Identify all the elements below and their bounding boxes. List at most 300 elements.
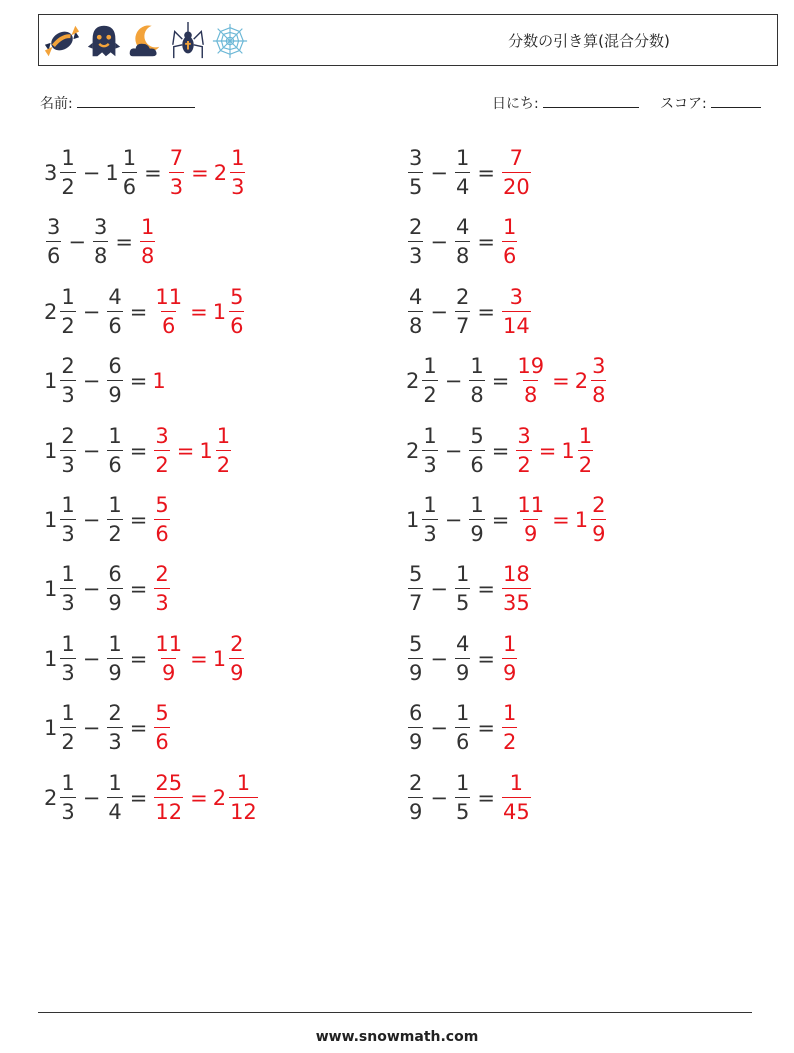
fraction	[60, 564, 75, 614]
denominator: 9	[455, 658, 470, 684]
numerator: 2	[61, 423, 75, 448]
denominator: 45	[502, 797, 531, 823]
answer	[167, 148, 248, 198]
numerator: 2	[230, 631, 244, 656]
denominator: 8	[455, 241, 470, 267]
numerator: 11	[155, 631, 183, 656]
numerator: 2	[455, 284, 470, 309]
denominator: 2	[578, 450, 593, 476]
denominator: 3	[107, 727, 122, 753]
numerator: 1	[61, 770, 75, 795]
whole-number: 3	[44, 161, 58, 185]
fraction	[455, 703, 470, 753]
fraction	[455, 770, 470, 824]
whole-number: 2	[44, 299, 58, 324]
numerator: 6	[108, 354, 122, 379]
equals-sign: =	[491, 438, 510, 463]
problem-item	[406, 629, 519, 689]
numerator: 5	[470, 423, 484, 448]
fraction	[154, 284, 183, 338]
whole-number: 1	[44, 577, 58, 602]
numerator: 5	[155, 493, 169, 517]
problem-item	[406, 698, 519, 758]
problem-item	[44, 559, 172, 619]
denominator: 6	[455, 727, 470, 753]
fraction	[140, 217, 155, 267]
whole-number: 1	[44, 646, 58, 671]
denominator: 6	[107, 311, 122, 337]
fraction	[578, 423, 593, 477]
numerator: 1	[108, 423, 122, 448]
numerator: 1	[470, 493, 484, 517]
fraction	[154, 703, 169, 753]
equals-sign: =	[129, 299, 148, 324]
denominator: 4	[455, 172, 470, 198]
problem-item	[406, 490, 608, 550]
denominator: 2	[60, 727, 75, 753]
equals-sign: =	[491, 369, 510, 394]
fraction	[502, 703, 517, 753]
denominator: 5	[455, 588, 470, 614]
numerator: 11	[155, 284, 183, 309]
name-blank[interactable]	[77, 93, 195, 108]
name-field	[40, 93, 195, 113]
numerator: 1	[455, 562, 470, 587]
fraction	[154, 770, 183, 824]
denominator: 6	[46, 241, 61, 267]
fraction	[408, 217, 423, 267]
denominator: 9	[408, 797, 423, 823]
equals-sign: =	[538, 438, 557, 463]
minus-sign: −	[444, 438, 463, 463]
minus-sign: −	[82, 508, 101, 532]
numerator: 1	[236, 770, 251, 795]
minus-sign: −	[430, 716, 448, 741]
minus-sign: −	[82, 646, 101, 671]
denominator: 9	[591, 519, 606, 545]
equals-sign: =	[477, 230, 495, 255]
fraction	[455, 217, 470, 267]
equals-sign: =	[190, 646, 208, 671]
fraction	[502, 148, 531, 198]
fraction	[60, 356, 75, 406]
whole-number: 2	[406, 369, 420, 394]
fraction	[46, 217, 61, 267]
numerator: 1	[423, 354, 437, 379]
answer	[500, 631, 519, 685]
denominator: 12	[229, 797, 258, 823]
fraction	[60, 703, 75, 753]
fraction	[60, 148, 75, 198]
numerator: 4	[455, 631, 470, 656]
fraction	[455, 631, 470, 685]
whole-number: 1	[44, 508, 58, 532]
equals-sign: =	[477, 646, 495, 671]
equals-sign: =	[477, 299, 495, 324]
equals-sign: =	[129, 577, 148, 602]
numerator: 3	[592, 354, 606, 379]
candy-icon	[43, 22, 81, 60]
numerator: 1	[61, 493, 75, 517]
whole-number: 2	[213, 161, 228, 185]
minus-sign: −	[430, 230, 448, 255]
denominator: 9	[107, 380, 122, 406]
whole-number: 1	[212, 299, 227, 324]
moon-cloud-icon	[127, 22, 165, 60]
equals-sign: =	[129, 438, 148, 463]
numerator: 6	[409, 701, 423, 726]
equals-sign: =	[477, 577, 495, 602]
denominator: 9	[469, 519, 484, 545]
denominator: 8	[523, 380, 538, 406]
denominator: 8	[140, 241, 155, 267]
equals-sign: =	[491, 508, 510, 532]
problem-item	[44, 282, 246, 342]
numerator: 1	[502, 215, 517, 240]
numerator: 1	[578, 423, 593, 448]
whole-number: 1	[574, 508, 589, 532]
fraction	[107, 284, 122, 338]
denominator: 8	[469, 380, 484, 406]
fraction	[455, 564, 470, 614]
denominator: 3	[60, 450, 75, 476]
denominator: 9	[502, 658, 517, 684]
fraction	[154, 631, 183, 685]
equals-sign: =	[552, 369, 570, 394]
fraction	[169, 148, 184, 198]
denominator: 5	[455, 797, 470, 823]
numerator: 5	[155, 701, 169, 726]
denominator: 6	[122, 172, 137, 198]
fraction	[502, 770, 531, 824]
denominator: 12	[154, 797, 183, 823]
fraction	[229, 284, 244, 338]
numerator: 1	[455, 701, 470, 726]
equals-sign: =	[129, 716, 148, 741]
minus-sign: −	[82, 299, 101, 324]
denominator: 2	[502, 727, 517, 753]
denominator: 3	[154, 588, 169, 614]
footer-site: www.snowmath.com	[315, 1029, 479, 1045]
whole-number: 2	[212, 785, 227, 810]
answer	[152, 703, 171, 753]
problem-item	[406, 212, 519, 272]
denominator: 3	[422, 450, 437, 476]
ghost-icon	[85, 22, 123, 60]
equals-sign: =	[190, 299, 208, 324]
minus-sign: −	[430, 161, 448, 185]
fraction	[60, 770, 75, 824]
numerator: 1	[216, 423, 231, 448]
numerator: 1	[108, 631, 122, 656]
equals-sign: =	[129, 785, 148, 810]
answer	[152, 631, 246, 685]
fraction	[122, 148, 137, 198]
answer	[500, 703, 519, 753]
denominator: 2	[60, 172, 75, 198]
numerator: 3	[509, 284, 524, 309]
numerator: 1	[470, 354, 484, 379]
minus-sign: −	[430, 646, 448, 671]
whole-number: 1	[199, 438, 213, 463]
numerator: 4	[409, 284, 423, 309]
problem-item	[406, 421, 595, 481]
problem-item	[44, 421, 233, 481]
whole-number: 1	[561, 438, 575, 463]
minus-sign: −	[82, 785, 101, 810]
numerator: 3	[409, 146, 423, 170]
fraction	[516, 356, 545, 406]
footer-divider	[38, 1012, 752, 1013]
numerator: 1	[108, 770, 122, 795]
fraction	[107, 631, 122, 685]
denominator: 6	[107, 450, 122, 476]
fraction	[107, 423, 122, 477]
fraction	[107, 495, 122, 545]
answer	[138, 217, 157, 267]
spider-icon	[169, 22, 207, 60]
fraction	[469, 356, 484, 406]
numerator: 25	[155, 770, 183, 795]
icon-strip	[43, 22, 249, 60]
numerator: 6	[108, 562, 122, 587]
numerator: 1	[61, 146, 75, 170]
numerator: 1	[455, 146, 470, 170]
score-label: スコア:	[660, 96, 707, 112]
numerator: 1	[502, 701, 517, 726]
answer	[152, 770, 259, 824]
answer	[500, 148, 533, 198]
fraction	[60, 423, 75, 477]
date-field	[492, 93, 639, 113]
answer	[514, 356, 608, 406]
fraction	[591, 495, 606, 545]
equals-sign: =	[129, 646, 148, 671]
minus-sign: −	[82, 716, 101, 741]
fraction	[154, 495, 169, 545]
numerator: 1	[509, 770, 524, 795]
numerator: 11	[517, 493, 545, 517]
denominator: 9	[408, 658, 423, 684]
minus-sign: −	[430, 577, 448, 602]
fraction	[107, 703, 122, 753]
fraction	[60, 284, 75, 338]
numerator: 7	[169, 146, 184, 170]
denominator: 6	[161, 311, 176, 337]
numerator: 4	[108, 284, 122, 309]
minus-sign: −	[430, 299, 448, 324]
minus-sign: −	[444, 508, 463, 532]
whole-number: 1	[44, 369, 58, 394]
numerator: 7	[509, 146, 524, 170]
denominator: 8	[591, 380, 606, 406]
denominator: 3	[60, 588, 75, 614]
denominator: 20	[502, 172, 531, 198]
fraction	[422, 423, 437, 477]
equals-sign: =	[129, 369, 148, 394]
header-box	[38, 14, 778, 66]
fraction	[230, 148, 245, 198]
minus-sign: −	[444, 369, 463, 394]
denominator: 9	[523, 519, 538, 545]
numerator: 1	[231, 146, 245, 170]
denominator: 2	[216, 450, 231, 476]
fraction	[408, 284, 423, 338]
denominator: 6	[154, 727, 169, 753]
denominator: 9	[408, 727, 423, 753]
denominator: 3	[60, 658, 75, 684]
denominator: 3	[422, 519, 437, 545]
denominator: 5	[408, 172, 423, 198]
denominator: 9	[107, 588, 122, 614]
problem-item	[44, 629, 246, 689]
fraction	[502, 631, 517, 685]
numerator: 2	[409, 215, 423, 240]
problem-item	[44, 490, 172, 550]
equals-sign: =	[477, 716, 495, 741]
denominator: 6	[502, 241, 517, 267]
numerator: 2	[409, 770, 423, 795]
fraction	[229, 770, 258, 824]
date-label: 日にち:	[492, 96, 539, 112]
numerator: 5	[409, 562, 423, 587]
fraction	[516, 495, 545, 545]
fraction	[502, 217, 517, 267]
minus-sign: −	[82, 369, 101, 394]
numerator: 1	[455, 770, 470, 795]
fraction	[422, 495, 437, 545]
numerator: 1	[423, 493, 437, 517]
denominator: 3	[60, 380, 75, 406]
denominator: 6	[469, 450, 484, 476]
numerator: 3	[47, 215, 61, 240]
denominator: 2	[107, 519, 122, 545]
equals-sign: =	[477, 785, 495, 810]
fraction	[469, 495, 484, 545]
answer	[152, 495, 171, 545]
fraction	[422, 356, 437, 406]
fraction	[408, 564, 423, 614]
answer	[514, 495, 608, 545]
numerator: 2	[155, 562, 169, 587]
numerator: 3	[517, 423, 531, 448]
fraction	[154, 423, 169, 477]
denominator: 2	[60, 311, 75, 337]
fraction	[408, 770, 423, 824]
fraction	[229, 631, 244, 685]
denominator: 3	[230, 172, 245, 198]
denominator: 2	[516, 450, 531, 476]
fraction	[107, 770, 122, 824]
score-blank[interactable]	[711, 93, 761, 108]
numerator: 2	[61, 354, 75, 379]
fraction	[502, 284, 531, 338]
problem-item	[44, 212, 157, 272]
score-field	[660, 93, 761, 113]
minus-sign: −	[82, 438, 101, 463]
problem-item	[44, 768, 260, 828]
whole-number: 2	[44, 785, 58, 810]
whole-number: 2	[574, 369, 589, 394]
problem-item	[406, 143, 533, 203]
denominator: 7	[455, 311, 470, 337]
denominator: 9	[229, 658, 244, 684]
minus-sign: −	[82, 577, 101, 602]
fraction	[455, 148, 470, 198]
fraction	[408, 148, 423, 198]
denominator: 3	[169, 172, 184, 198]
answer	[152, 369, 166, 393]
fraction	[154, 564, 169, 614]
problem-item	[44, 143, 247, 203]
numerator: 1	[61, 631, 75, 656]
denominator: 2	[422, 380, 437, 406]
numerator: 1	[61, 562, 75, 587]
numerator: 19	[517, 354, 545, 379]
denominator: 9	[107, 658, 122, 684]
whole-number: 1	[406, 508, 420, 532]
denominator: 3	[408, 241, 423, 267]
denominator: 9	[161, 658, 176, 684]
numerator: 1	[108, 493, 122, 517]
denominator: 4	[107, 797, 122, 823]
minus-sign: −	[82, 161, 101, 185]
numerator: 1	[61, 284, 75, 309]
numerator: 4	[455, 215, 470, 240]
numerator: 1	[61, 701, 75, 726]
whole-number: 1	[44, 716, 58, 741]
equals-sign: =	[176, 438, 195, 463]
denominator: 3	[60, 519, 75, 545]
equals-sign: =	[191, 161, 209, 185]
numerator: 2	[108, 701, 122, 726]
denominator: 6	[154, 519, 169, 545]
answer	[500, 770, 533, 824]
equals-sign: =	[477, 161, 495, 185]
date-blank[interactable]	[543, 93, 639, 108]
spiderweb-icon	[211, 22, 249, 60]
numerator: 5	[230, 284, 244, 309]
fraction	[469, 423, 484, 477]
whole-number: 1	[152, 369, 166, 394]
denominator: 2	[154, 450, 169, 476]
problem-item	[44, 698, 172, 758]
numerator: 5	[409, 631, 423, 656]
fraction	[60, 631, 75, 685]
problem-item	[406, 768, 533, 828]
equals-sign: =	[129, 508, 148, 532]
problem-item	[406, 559, 533, 619]
fraction	[408, 703, 423, 753]
whole-number: 1	[105, 161, 119, 185]
problem-item	[406, 282, 533, 342]
denominator: 8	[93, 241, 108, 267]
equals-sign: =	[144, 161, 162, 185]
numerator: 3	[93, 215, 108, 240]
equals-sign: =	[552, 508, 570, 532]
minus-sign: −	[430, 785, 448, 810]
fraction	[93, 217, 108, 267]
denominator: 8	[408, 311, 423, 337]
name-label: 名前:	[40, 96, 73, 112]
numerator: 1	[423, 423, 437, 448]
answer	[152, 423, 233, 477]
denominator: 14	[502, 311, 531, 337]
denominator: 7	[408, 588, 423, 614]
whole-number: 1	[44, 438, 58, 463]
numerator: 1	[140, 215, 155, 240]
worksheet-title: 分数の引き算(混合分数)	[508, 32, 670, 50]
